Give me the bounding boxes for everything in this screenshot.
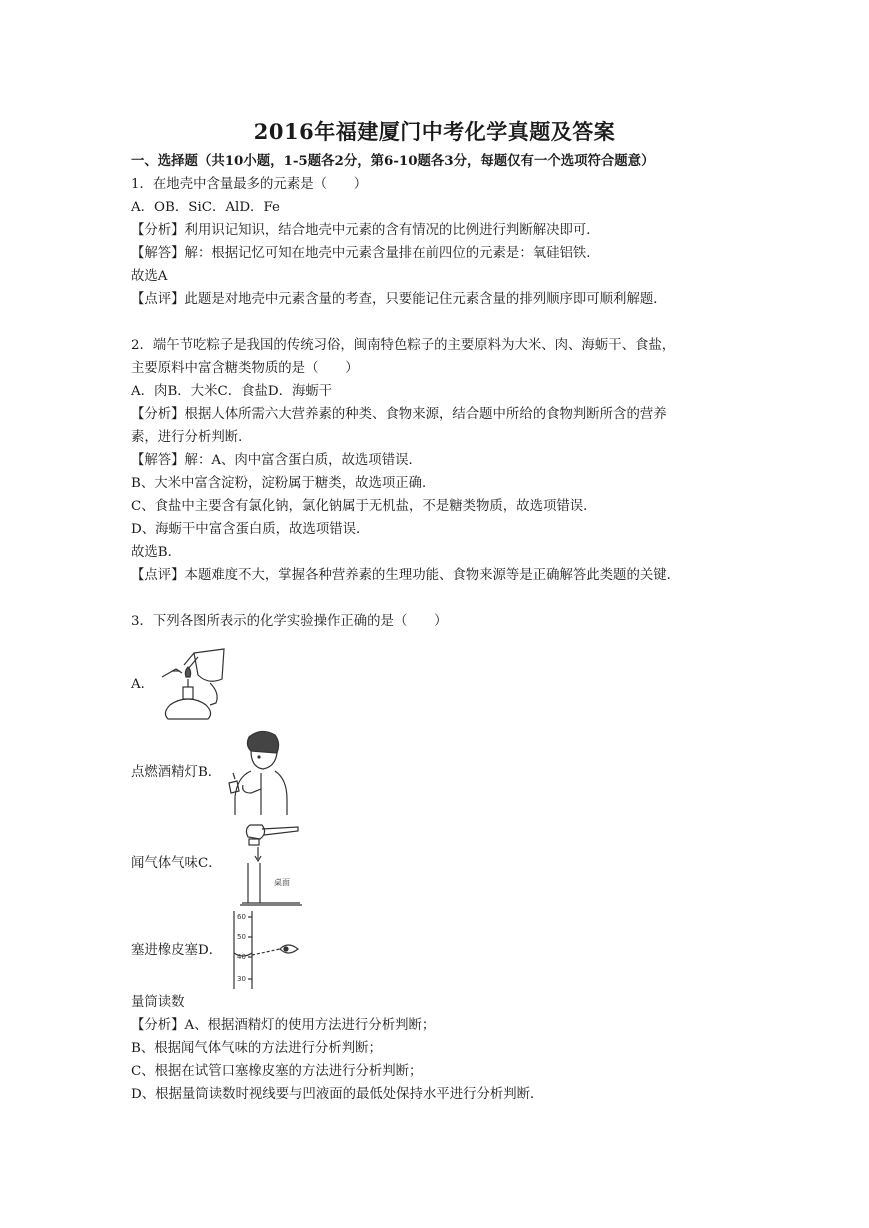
q3-analysis-a: 【分析】A、根据酒精灯的使用方法进行分析判断；: [131, 1018, 436, 1033]
q3-label-a: A．: [131, 676, 155, 692]
q2-answer-d: D、海蛎干中富含蛋白质，故选项错误．: [131, 522, 370, 537]
q2-answer-c: C、食盐中主要含有氯化钠，氯化钠属于无机盐，不是糖类物质，故选项错误．: [131, 499, 597, 514]
figure-graduated-cylinder: [222, 909, 304, 991]
figure-boy-smelling-gas: [221, 727, 296, 817]
q1-comment: 【点评】此题是对地壳中元素含量的考查，只要能记住元素含量的排列顺序即可顺利解题．: [131, 292, 667, 307]
q2-stem-line2: 主要原料中富含糖类物质的是（ ）: [131, 361, 359, 376]
q3-analysis-c: C、根据在试管口塞橡皮塞的方法进行分析判断；: [131, 1064, 423, 1079]
q3-option-b: [131, 727, 743, 817]
q2-answer-b: B、大米中富含淀粉，淀粉属于糖类，故选项正确．: [131, 476, 436, 491]
q2-stem-line1: 2．端午节吃粽子是我国的传统习俗，闽南特色粽子的主要原料为大米、肉、海蛎干、食盐，: [131, 338, 676, 353]
page-title: 2016年福建厦门中考化学真题及答案: [253, 119, 616, 144]
q2-analysis-line1: 【分析】根据人体所需六大营养素的种类、食物来源，结合题中所给的食物判断所含的营养: [131, 407, 667, 422]
q1-answer: 【解答】解：根据记忆可知在地壳中元素含量排在前四位的元素是：氧硅铝铁．: [131, 246, 600, 261]
q3-label-c: 闻气体气味C．: [131, 855, 222, 871]
cyl-tick-50: 50: [237, 933, 247, 941]
figure-alcohol-lamp-lighting: [154, 643, 229, 725]
q3-analysis-b: B、根据闻气体气味的方法进行分析判断；: [131, 1041, 382, 1056]
q3-label-d: 塞进橡皮塞D．: [131, 942, 223, 958]
q2-analysis-line2: 素，进行分析判断．: [131, 430, 252, 445]
q3-option-a: [131, 643, 743, 725]
figure-rubber-stopper: [222, 819, 304, 907]
q1-options: A．OB．SiC．AlD．Fe: [131, 200, 280, 215]
q3-option-d: [131, 909, 743, 991]
q3-label-b: 点燃酒精灯B．: [131, 764, 222, 780]
document-body: [131, 150, 743, 1106]
q1-stem: 1．在地壳中含量最多的元素是（ ）: [131, 177, 368, 192]
q3-after-d: 量筒读数: [131, 995, 185, 1010]
q2-choice: 故选B．: [131, 545, 182, 560]
desk-label: 桌面: [273, 878, 290, 887]
q3-analysis-d: D、根据量筒读数时视线要与凹液面的最低处保持水平进行分析判断．: [131, 1087, 544, 1102]
cyl-tick-30: 30: [237, 975, 247, 983]
cyl-tick-60: 60: [237, 913, 247, 921]
q3-stem: 3．下列各图所表示的化学实验操作正确的是（ ）: [131, 614, 448, 629]
section-heading: 一、选择题（共10小题，1-5题各2分，第6-10题各3分，每题仅有一个选项符合题意）: [131, 153, 655, 169]
cyl-tick-40: 40: [237, 953, 247, 961]
q1-choice: 故选A: [131, 269, 168, 284]
q3-option-c: [131, 819, 743, 907]
q1-analysis: 【分析】利用识记知识，结合地壳中元素的含有情况的比例进行判断解决即可．: [131, 223, 600, 238]
q2-options: A．肉B．大米C．食盐D．海蛎干: [131, 384, 333, 399]
q2-answer-a: 【解答】解：A、肉中富含蛋白质，故选项错误．: [131, 453, 422, 468]
q2-comment: 【点评】本题难度不大，掌握各种营养素的生理功能、食物来源等是正确解答此类题的关键．: [131, 568, 681, 583]
